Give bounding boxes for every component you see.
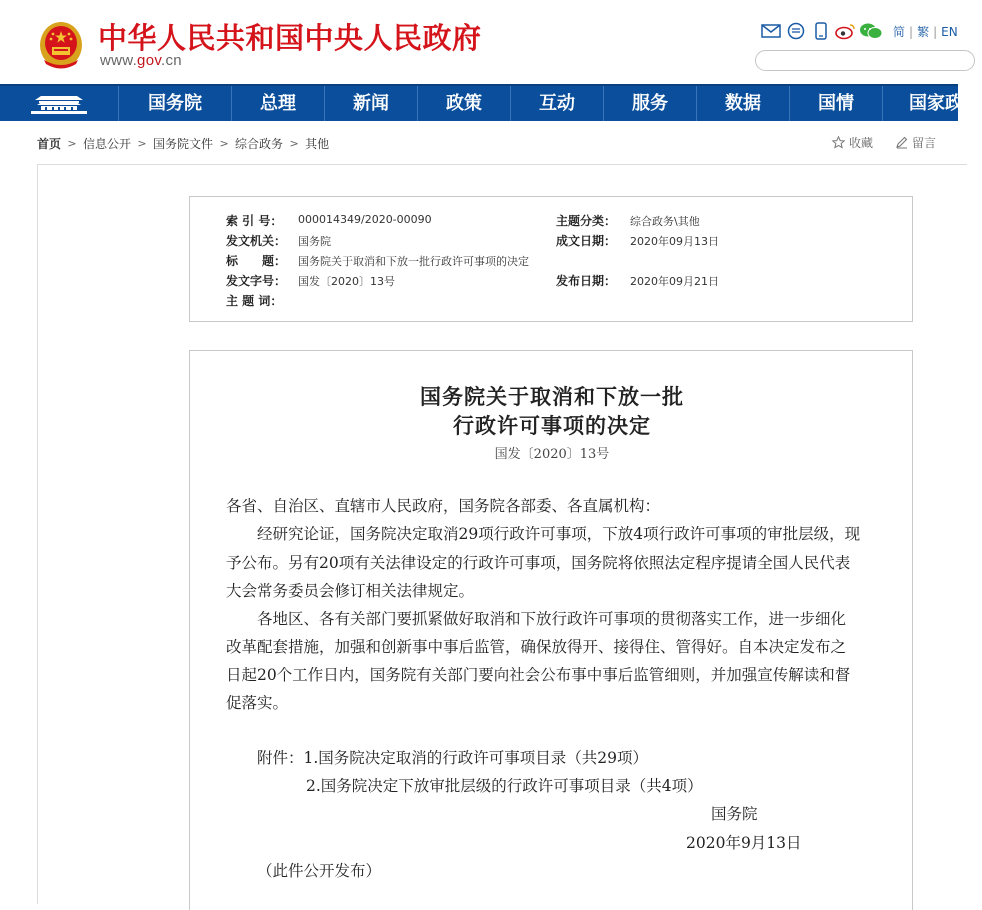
meta-category-value: 综合政务\其他 — [630, 215, 700, 228]
lang-traditional[interactable]: 繁 — [917, 24, 930, 39]
attachment-2-link[interactable]: 2.国务院决定下放审批层级的行政许可事项目录（共4项） — [306, 777, 703, 795]
document-title-line2: 行政许可事项的决定 — [453, 413, 651, 438]
meta-index-label: 索 引 号： — [226, 214, 283, 228]
breadcrumb-other[interactable]: 其他 — [305, 136, 330, 151]
document-metadata-table — [189, 196, 913, 322]
star-icon — [832, 136, 845, 149]
site-url-prefix: www. — [100, 52, 138, 69]
paragraph-1-line-2: 予公布。另有20项有关法律设定的行政许可事项，国务院将依照法定程序提请全国人民代表 — [226, 554, 851, 572]
meta-title-label: 标 题： — [226, 254, 287, 268]
meta-title-value: 国务院关于取消和下放一批行政许可事项的决定 — [298, 255, 529, 268]
meta-written-date-label: 成文日期： — [556, 234, 617, 248]
search-input[interactable] — [755, 50, 975, 71]
mobile-icon[interactable] — [810, 20, 832, 42]
breadcrumb-separator: > — [289, 136, 299, 150]
breadcrumb-separator: > — [219, 136, 229, 150]
weibo-icon[interactable] — [835, 20, 857, 42]
lang-simplified[interactable]: 简 — [893, 24, 906, 39]
header-tools — [760, 20, 962, 42]
breadcrumb-separator: > — [67, 136, 77, 150]
favorite-button[interactable] — [832, 134, 873, 151]
sign-date: 2020年9月13日 — [686, 834, 802, 852]
document-title-line1: 国务院关于取消和下放一批 — [420, 384, 684, 409]
pencil-icon — [895, 136, 908, 149]
signatory: 国务院 — [711, 805, 758, 823]
paragraph-2-line-3: 日起20个工作日内，国务院有关部门要向社会公布事中事后监管细则，并加强宣传解读和督 — [226, 666, 851, 684]
message-icon[interactable] — [785, 20, 807, 42]
meta-issuer-label: 发文机关： — [226, 234, 287, 248]
meta-publish-date-label: 发布日期： — [556, 274, 617, 288]
paragraph-2-line-1: 各地区、各有关部门要抓紧做好取消和下放行政许可事项的贯彻落实工作，进一步细化 — [257, 610, 847, 628]
disclosure-note: （此件公开发布） — [257, 862, 382, 880]
meta-category-row — [556, 212, 886, 230]
nav-item-policy[interactable]: 政策 — [417, 86, 510, 121]
nav-item-news[interactable]: 新闻 — [324, 86, 417, 121]
meta-index-value: 000014349/2020-00090 — [298, 213, 432, 226]
salutation: 各省、自治区、直辖市人民政府，国务院各部委、各直属机构： — [226, 497, 661, 515]
nav-item-data[interactable]: 数据 — [696, 86, 789, 121]
meta-keywords-label: 主 题 词： — [226, 294, 283, 308]
comment-button[interactable] — [895, 134, 936, 151]
nav-item-premier[interactable]: 总理 — [231, 86, 324, 121]
breadcrumb-state-council-docs[interactable]: 国务院文件 — [153, 136, 214, 151]
site-url-gov: gov — [137, 52, 162, 69]
nav-item-interaction[interactable]: 互动 — [510, 86, 603, 121]
nav-item-national-info[interactable]: 国情 — [789, 86, 882, 121]
nav-item-state-council[interactable]: 国务院 — [118, 86, 231, 121]
breadcrumb — [37, 134, 329, 152]
nav-item-national-affairs[interactable]: 国家政务 — [882, 86, 982, 121]
nav-home-button[interactable] — [0, 86, 118, 121]
mail-icon[interactable] — [760, 20, 782, 42]
comment-label: 留言 — [912, 136, 937, 150]
document-body — [189, 350, 913, 910]
page-actions — [832, 134, 958, 151]
site-url[interactable] — [100, 52, 182, 69]
paragraph-2-line-2: 改革配套措施，加强和创新事中事后监管，确保放得开、接得住、管得好。自本决定发布之 — [226, 638, 847, 656]
national-emblem-logo[interactable] — [38, 18, 84, 70]
meta-publish-date-row — [556, 272, 886, 290]
meta-issuer-row — [226, 232, 556, 250]
site-header — [0, 0, 958, 84]
breadcrumb-info-disclosure[interactable]: 信息公开 — [83, 136, 132, 151]
lang-english[interactable]: EN — [941, 24, 958, 39]
tiananmen-icon — [27, 92, 91, 116]
meta-index-row — [226, 212, 556, 230]
breadcrumb-separator: > — [137, 136, 147, 150]
breadcrumb-general-affairs[interactable]: 综合政务 — [235, 136, 284, 151]
breadcrumb-home[interactable]: 首页 — [37, 136, 62, 151]
document-number: 国发〔2020〕13号 — [494, 447, 610, 462]
meta-publish-date-value: 2020年09月21日 — [630, 275, 719, 288]
meta-docno-row — [226, 272, 556, 290]
meta-docno-value: 国发〔2020〕13号 — [298, 275, 395, 288]
paragraph-2-line-4: 促落实。 — [226, 694, 289, 712]
attachment-1-link[interactable]: 附件：1.国务院决定取消的行政许可事项目录（共29项） — [257, 749, 649, 767]
meta-title-row — [226, 252, 886, 270]
site-title[interactable]: 中华人民共和国中央人民政府 — [98, 21, 482, 55]
meta-issuer-value: 国务院 — [298, 235, 331, 248]
favorite-label: 收藏 — [849, 136, 874, 150]
meta-docno-label: 发文字号： — [226, 274, 287, 288]
site-url-suffix: .cn — [161, 52, 182, 69]
nav-item-services[interactable]: 服务 — [603, 86, 696, 121]
meta-written-date-row — [556, 232, 886, 250]
paragraph-1-line-3: 大会常务委员会修订相关法律规定。 — [226, 582, 475, 600]
meta-keywords-row — [226, 292, 556, 310]
meta-category-label: 主题分类： — [556, 214, 617, 228]
wechat-icon[interactable] — [860, 20, 882, 42]
meta-written-date-value: 2020年09月13日 — [630, 235, 719, 248]
main-nav — [0, 84, 981, 121]
language-switcher: 简 | 繁 | EN — [893, 24, 958, 39]
paragraph-1-line-1: 经研究论证，国务院决定取消29项行政许可事项，下放4项行政许可事项的审批层级，现 — [257, 525, 861, 543]
